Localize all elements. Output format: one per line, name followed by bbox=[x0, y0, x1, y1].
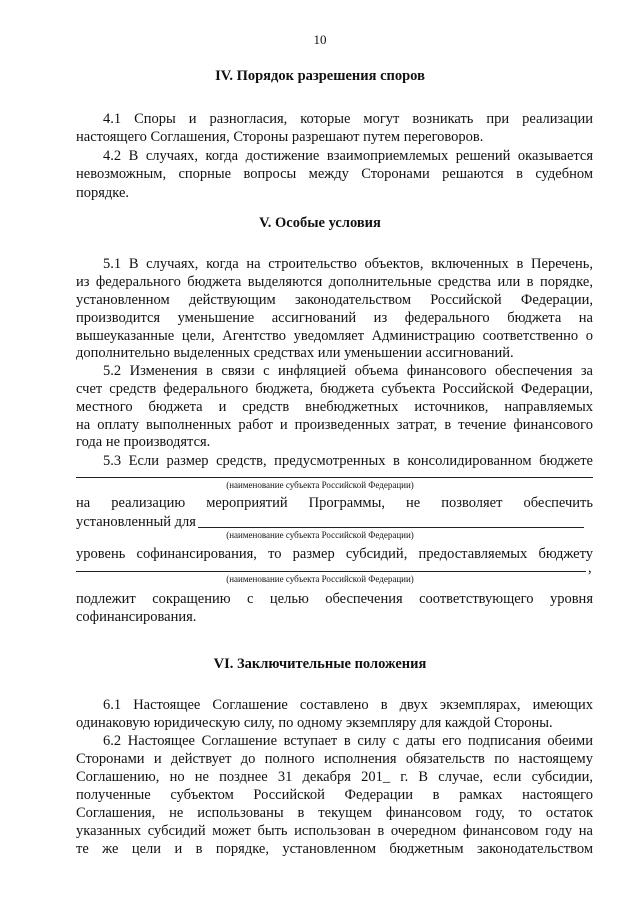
line-comma: , bbox=[588, 560, 592, 576]
paragraph-6-2-line: Соглашения, не использованы в текущем финансовом году, то остаток bbox=[76, 805, 593, 821]
section-5-heading: V. Особые условия bbox=[259, 215, 381, 231]
paragraph-6-1-line: 6.1 Настоящее Соглашение составлено в двух экземплярах, имеющих bbox=[103, 697, 593, 713]
section-4-line: настоящего Соглашения, Стороны разрешают путем переговоров. bbox=[76, 129, 484, 145]
paragraph-6-2-line: те же цели и в порядке, установленном бюджетным законодательством bbox=[76, 841, 593, 857]
section-4-line: невозможным, спорные вопросы между Сторонами решаются в судебном bbox=[76, 166, 593, 182]
field-caption: (наименование субъекта Российской Федерации) bbox=[226, 530, 414, 540]
fill-in-line bbox=[198, 527, 584, 528]
paragraph-6-2-line: полученные субъектом Российской Федерации в рамках настоящего bbox=[76, 787, 593, 803]
paragraph-5-1-line: 5.1 В случаях, когда на строительство объектов, включенных в Перечень, bbox=[103, 256, 593, 272]
paragraph-5-1-line: установленном действующим законодательством Российской Федерации, bbox=[76, 292, 593, 308]
section-4-line: 4.1 Споры и разногласия, которые могут возникать при реализации bbox=[103, 111, 593, 127]
paragraph-5-1-line: дополнительно выделенных средствах или уменьшении ассигнований. bbox=[76, 345, 514, 361]
section-4-heading: IV. Порядок разрешения споров bbox=[215, 68, 425, 84]
field-caption: (наименование субъекта Российской Федерации) bbox=[226, 480, 414, 490]
page-number: 10 bbox=[313, 32, 327, 47]
paragraph-6-2-line: указанных субсидий может быть использован в очередном финансовом году на bbox=[76, 823, 593, 839]
section-4-line: порядке. bbox=[76, 185, 130, 201]
paragraph-5-2-line: местного бюджета и средств внебюджетных источников, направляемых bbox=[76, 399, 593, 415]
field-caption: (наименование субъекта Российской Федерации) bbox=[226, 574, 414, 584]
paragraph-6-1-line: одинаковую юридическую силу, по одному экземпляру для каждой Стороны. bbox=[76, 715, 553, 731]
paragraph-5-1-line: из федерального бюджета выделяются дополнительные средства или в порядке, bbox=[76, 274, 593, 290]
paragraph-5-2-line: на оплату выполненных работ и произведенных затрат, в течение финансового bbox=[76, 417, 593, 433]
paragraph-5-3-line: 5.3 Если размер средств, предусмотренных в консолидированном бюджете bbox=[103, 453, 593, 469]
paragraph-6-2-line: Соглашению, но не позднее 31 декабря 201_ г. В случае, если субсидии, bbox=[76, 769, 593, 785]
paragraph-5-3-line: подлежит сокращению с целью обеспечения соответствующего уровня bbox=[76, 591, 593, 607]
paragraph-5-3-line: софинансирования. bbox=[76, 609, 197, 625]
paragraph-5-2-line: счет средств федерального бюджета, бюджета субъекта Российской Федерации, bbox=[76, 381, 593, 397]
fill-in-line bbox=[76, 477, 593, 478]
paragraph-5-1-line: производится уменьшение ассигнований из федерального бюджета на bbox=[76, 310, 593, 326]
paragraph-6-2-line: Сторонами и действует до полного исполнения обязательств по настоящему bbox=[76, 751, 593, 767]
paragraph-5-3-line: на реализацию мероприятий Программы, не позволяет обеспечить bbox=[76, 495, 593, 511]
paragraph-5-3-line: установленный для bbox=[76, 514, 196, 530]
fill-in-line bbox=[76, 571, 586, 572]
paragraph-5-1-line: вышеуказанные цели, Агентство уведомляет Администрацию соответственно о bbox=[76, 328, 593, 344]
section-4-line: 4.2 В случаях, когда достижение взаимоприемлемых решений оказывается bbox=[103, 148, 593, 164]
paragraph-5-3-line: уровень софинансирования, то размер субсидий, предоставляемых бюджету bbox=[76, 546, 593, 562]
paragraph-5-2-line: 5.2 Изменения в связи с инфляцией объема финансового обеспечения за bbox=[103, 363, 593, 379]
paragraph-5-2-line: года не производятся. bbox=[76, 434, 211, 450]
paragraph-6-2-line: 6.2 Настоящее Соглашение вступает в силу с даты его подписания обеими bbox=[103, 733, 593, 749]
section-6-heading: VI. Заключительные положения bbox=[213, 656, 427, 672]
